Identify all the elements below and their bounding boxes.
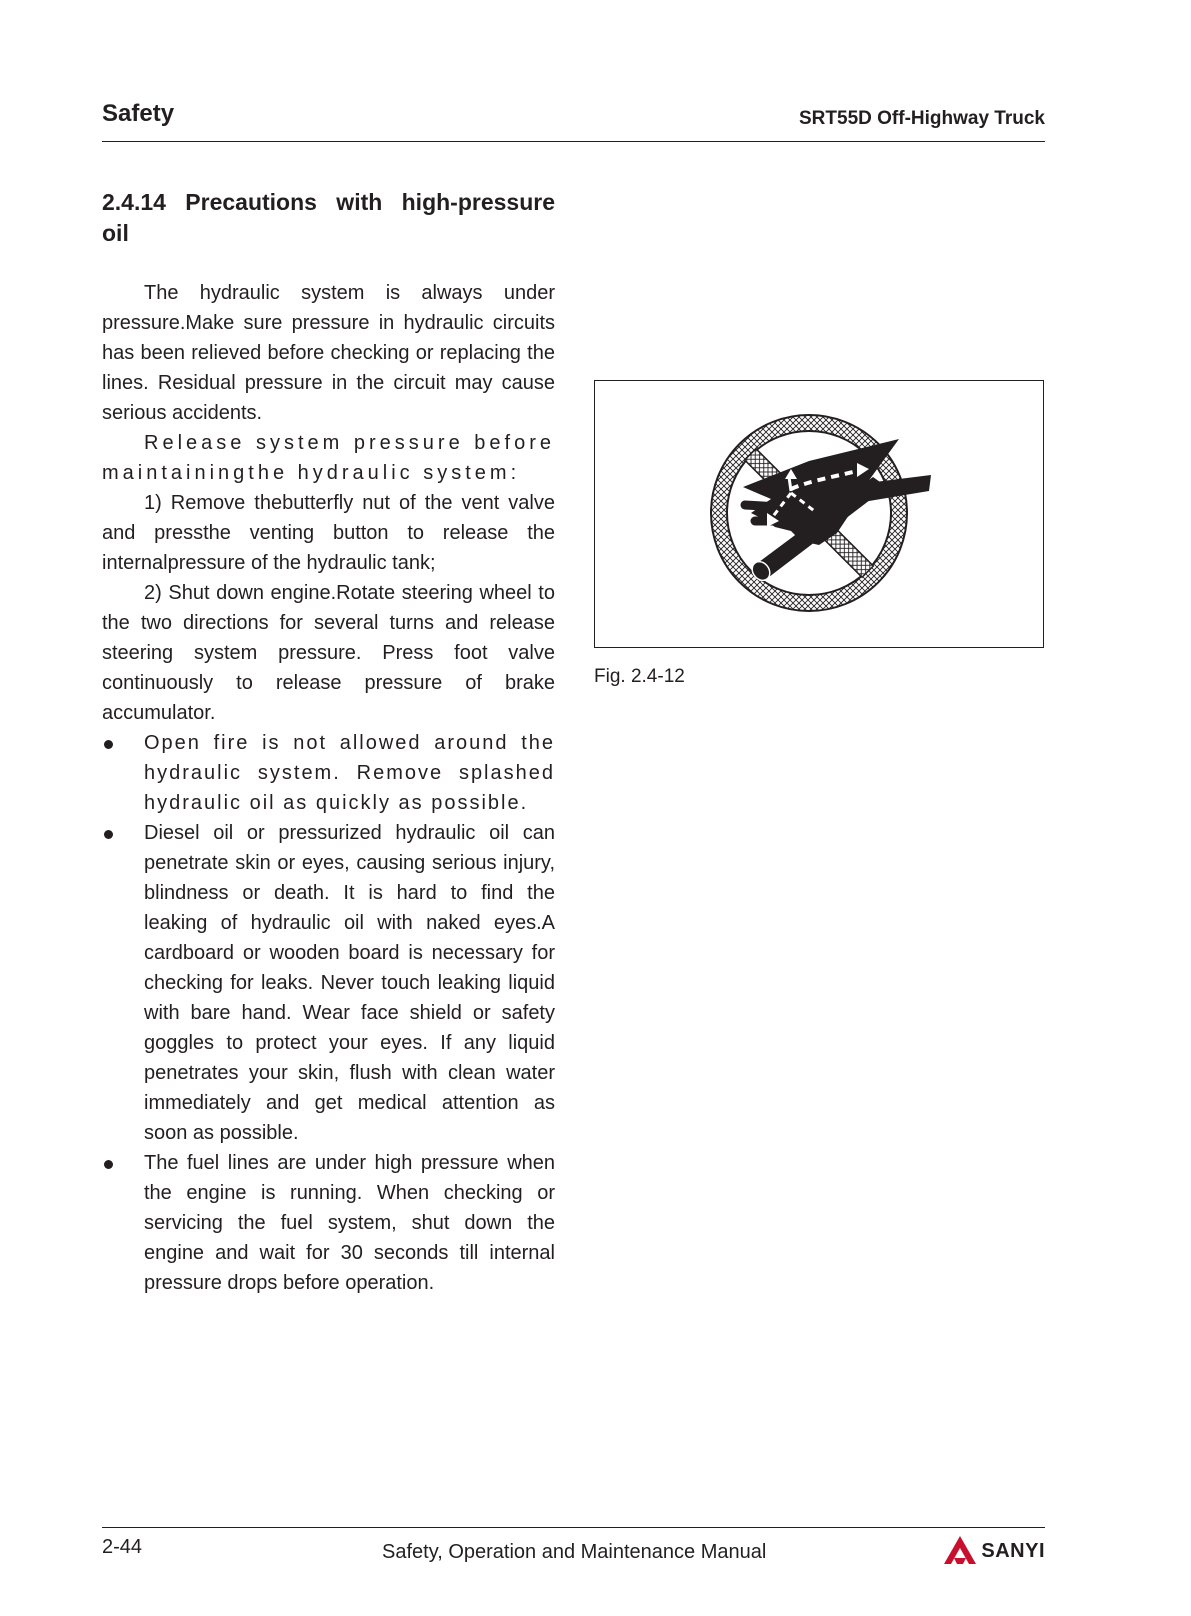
sanyi-logo	[943, 1534, 1045, 1568]
list-item	[102, 1148, 555, 1298]
bullet-text: Diesel oil or pressurized hydraulic oil can penetrate skin or eyes, causing serious injury, blindness or death. It is hard to find the leaking of hydraulic oil with naked eyes.A cardboard or wooden board is necessary for checking for leaks. Never touch leaking liquid with bare hand. Wear face shield or safety goggles to protect your eyes. If any liquid penetrates your skin, flush with clean water immediately and get medical attention as soon as possible.	[144, 822, 555, 1144]
header-document-title: SRT55D Off-Highway Truck	[799, 108, 1045, 129]
logo-text: SANYI	[981, 1539, 1045, 1562]
paragraph-step-2: 2) Shut down engine.Rotate steering wheel to the two directions for several turns and release steering system pressure. Press foot valve continuously to release pressure of brake accumulator.	[102, 582, 555, 724]
paragraph-intro: The hydraulic system is always under pressure.Make sure pressure in hydraulic circuits has been relieved before checking or replacing the lines. Residual pressure in the circuit may cause serious accidents.	[102, 282, 555, 424]
list-item	[102, 728, 555, 818]
header-section-title: Safety	[102, 100, 175, 127]
bullet-text: The fuel lines are under high pressure when the engine is running. When checking or servicing the fuel system, shut down the engine and wait for 30 seconds till internal pressure drops before operation.	[144, 1152, 555, 1294]
sanyi-logo-icon	[943, 1535, 977, 1567]
page-number: 2-44	[102, 1536, 143, 1558]
bullet-icon	[104, 740, 113, 749]
footer-divider	[102, 1527, 1045, 1528]
figure-frame	[594, 380, 1044, 648]
bullet-icon	[104, 1160, 113, 1169]
bullet-text: Open fire is not allowed around the hydraulic system. Remove splashed hydraulic oil as quickly as possible.	[144, 732, 555, 814]
list-item	[102, 818, 555, 1148]
bullet-list	[102, 728, 555, 1298]
body-text	[102, 278, 555, 1298]
header-divider	[102, 141, 1045, 142]
footer-manual-title: Safety, Operation and Maintenance Manual	[382, 1541, 767, 1563]
figure-caption: Fig. 2.4-12	[594, 666, 685, 687]
no-hand-near-leak-icon	[595, 381, 1042, 646]
section-heading: 2.4.14 Precautions with high-pressure oil	[102, 189, 555, 246]
paragraph-step-1: 1) Remove thebutterfly nut of the vent valve and pressthe venting button to release the internalpressure of the hydraulic tank;	[102, 492, 555, 574]
paragraph-release: Release system pressure before maintainingthe hydraulic system:	[102, 432, 555, 484]
bullet-icon	[104, 830, 113, 839]
